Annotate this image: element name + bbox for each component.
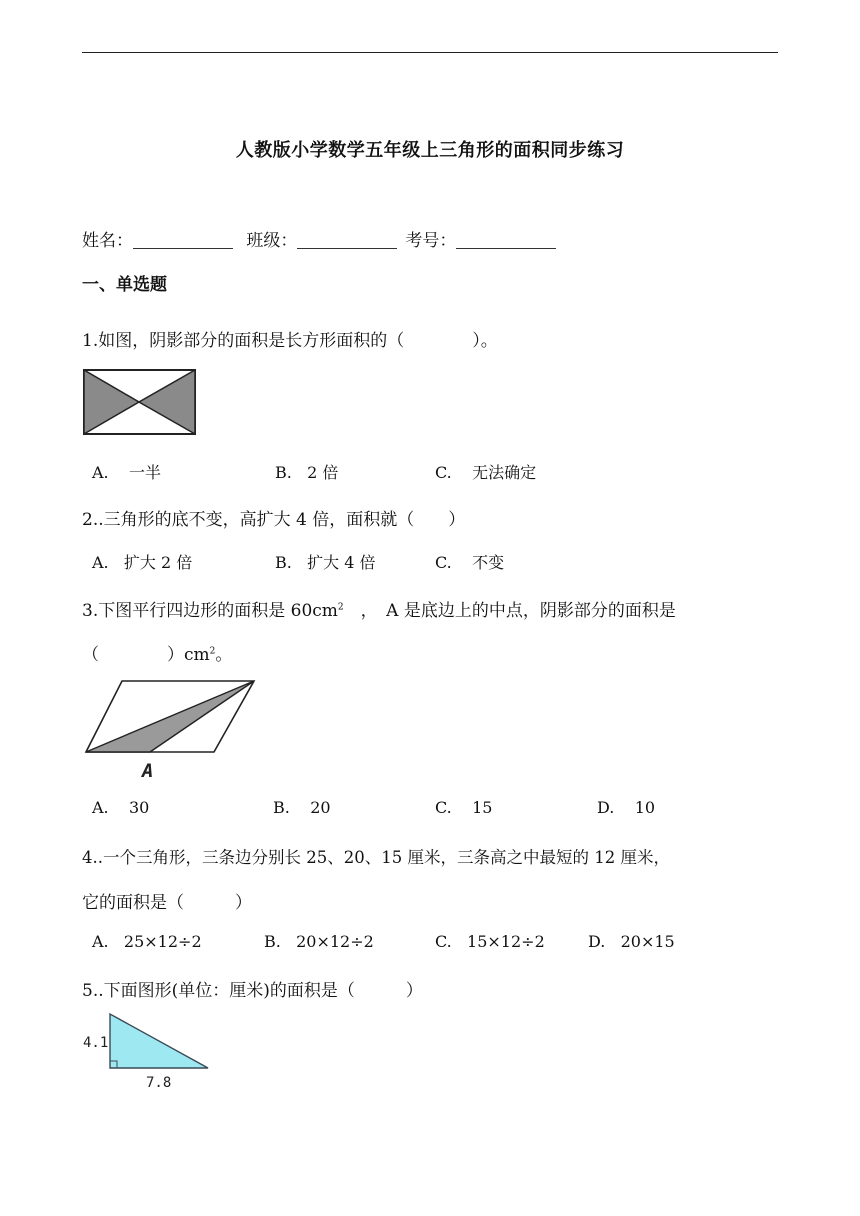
q4-option-c[interactable]: C. 15×12÷2 [435,932,545,951]
q3-option-b[interactable]: B. 20 [273,798,331,817]
base-label: 7.8 [146,1075,172,1091]
question-5-text: 5..下面图形(单位：厘米)的面积是（ ） [82,981,423,1001]
class-blank[interactable] [297,232,397,249]
q4-option-a[interactable]: A. 25×12÷2 [92,932,202,951]
exam-label: 考号： [405,231,457,251]
class-label: 班级： [246,231,298,251]
q4-option-d[interactable]: D. 20×15 [588,932,675,951]
name-blank[interactable] [133,232,233,249]
question-1-text: 1.如图，阴影部分的面积是长方形面积的（ ）。 [82,331,498,351]
q3-option-c[interactable]: C. 15 [435,798,493,817]
question-1-figure [82,368,198,438]
q3-option-d[interactable]: D. 10 [597,798,656,817]
q2-option-b[interactable]: B. 扩大 4 倍 [275,553,376,572]
point-a-label: A [142,760,154,782]
q1-option-a[interactable]: A. 一半 [92,463,161,482]
question-3-text: 3.下图平行四边形的面积是 $60cm^2$ ， A 是底边上的中点，阴影部分的面积是 [82,601,676,621]
q2-option-a[interactable]: A. 扩大 2 倍 [92,553,193,572]
name-label: 姓名： [82,231,133,251]
section-heading: 一、单选题 [82,275,167,295]
student-info-line [82,226,564,251]
height-label: 4.1 [83,1035,109,1051]
question-4-text-line2: 它的面积是（ ） [82,893,252,913]
page-title: 人教版小学数学五年级上三角形的面积同步练习 [235,140,625,161]
question-3-figure [82,676,262,782]
q3-option-a[interactable]: A. 30 [92,798,150,817]
header-rule [82,52,778,53]
question-3-text-line2: （ ）$cm^2$。 [82,645,233,665]
question-2-text: 2..三角形的底不变，高扩大 4 倍，面积就（ ） [82,510,466,530]
exam-blank[interactable] [456,232,556,249]
q1-option-c[interactable]: C. 无法确定 [435,463,537,482]
q2-option-c[interactable]: C. 不变 [435,553,505,572]
q4-option-b[interactable]: B. 20×12÷2 [264,932,374,951]
question-5-figure [80,1010,216,1094]
q1-option-b[interactable]: B. 2 倍 [275,463,339,482]
question-4-text: 4..一个三角形，三条边分别长 25、20、15 厘米，三条高之中最短的 12 厘米， [82,848,670,867]
